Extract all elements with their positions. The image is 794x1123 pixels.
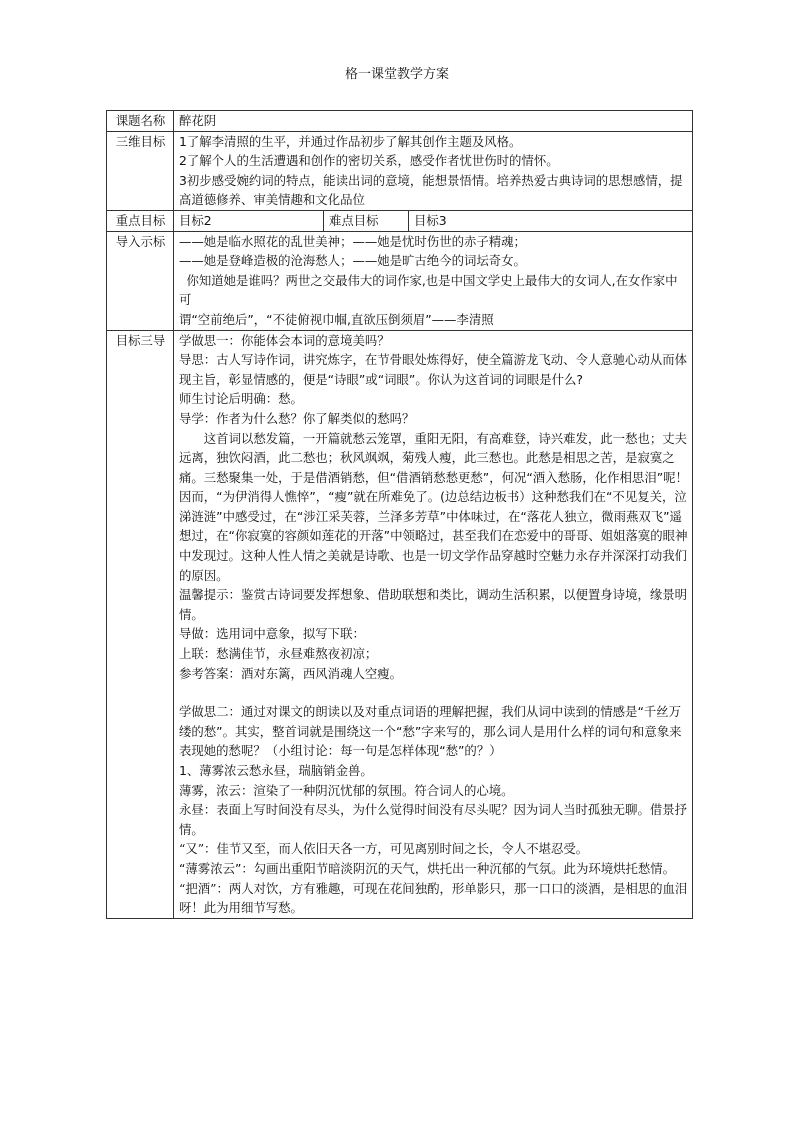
goals-row: [107, 131, 693, 210]
key-label: 重点目标: [107, 210, 174, 231]
guide-label: 目标三导: [107, 330, 174, 918]
guide-paragraph: 导思：古人写诗作词，讲究炼字，在节骨眼处炼得好，使全篇游龙飞动、令人意驰心动从而体现主旨，彰显情感的，便是“诗眼”或“词眼”。你认为这首词的词眼是什么?: [179, 352, 688, 387]
guide-paragraph: 导做：选用词中意象，拟写下联：: [179, 626, 365, 642]
goal-item: 1了解李清照的生平，并通过作品初步了解其创作主题及风格。: [179, 133, 522, 149]
guide-paragraph: 1、薄雾浓云愁永昼，瑞脑销金兽。: [179, 763, 373, 778]
goal-item: 3初步感受婉约词的特点，能读出词的意境，能想景悟情。培养热爱古典诗词的思想感情，提高道德修养、审美情趣和文化品位: [179, 172, 683, 208]
intro-label: 导入示标: [107, 231, 174, 330]
intro-line: 谓“空前绝后”，“不徒俯视巾帼,直欲压倒须眉”——李清照: [179, 311, 494, 327]
guide-paragraph: 这首词以愁发篇，一开篇就愁云笼罩，重阳无阳，有高难登，诗兴难发，此一愁也；丈夫远离，独饮闷酒，此二愁也；秋风飒飒，菊残人瘦，此三愁也。此愁是相思之苦，是寂寞之痛。三愁聚集一处，于是借酒销愁，但“借酒销愁愁更愁”，何况“酒入愁肠，化作相思泪”呢！因而，“为伊消得人憔悴”，“瘦”就在所难免了。(边总结边板书）这种愁我们在“不见复关，泣涕涟涟”中感受过，在“涉江采芙蓉，兰泽多芳草”中体味过，在“落花人独立，微雨燕双飞”遥想过，在“你寂寞的容颜如莲花的开落”中领略过，甚至我们在恋爱中的哥哥、姐姐落寞的眼神中发现过。这种人性人情之美就是诗歌、也是一切文学作品穿越时空魅力永存并深深打动我们的原因。: [179, 430, 688, 583]
guide-paragraph: 永昼：表面上写时间没有尽头，为什么觉得时间没有尽头呢？因为词人当时孤独无聊。借景抒情。: [179, 802, 688, 837]
guide-paragraph: 薄雾，浓云：渲染了一种阴沉忧郁的氛围。符合词人的心境。: [179, 782, 514, 798]
intro-line: ——她是登峰造极的沧海愁人；——她是旷古绝今的词坛奇女。: [179, 253, 526, 269]
guide-paragraph: “薄雾浓云”：勾画出重阳节暗淡阴沉的天气，烘托出一种沉郁的气氛。此为环境烘托愁情。: [179, 860, 676, 876]
guide-paragraph: 学做思一：你能体会本词的意境美吗？: [179, 332, 390, 348]
guide-paragraph: “把酒”：两人对饮，方有雅趣，可现在花间独酌，形单影只，那一口口的淡酒，是相思的血泪呀！此为用细节写愁。: [179, 880, 688, 916]
guide-cell: [174, 330, 693, 918]
intro-cell: [174, 231, 693, 330]
goals-label: 三维目标: [107, 131, 174, 210]
guide-paragraph: 温馨提示：鉴赏古诗词要发挥想象、借助联想和类比，调动生活积累，以便置身诗境，缘景明情。: [179, 587, 688, 622]
intro-line: 你知道她是谁吗？两世之交最伟大的词作家,也是中国文学史上最伟大的女词人,在女作家中可: [179, 272, 678, 308]
intro-row: [107, 231, 693, 330]
key-value: 目标2: [174, 210, 324, 231]
guide-paragraph: 上联：愁满佳节，永昼难熬夜初凉；: [179, 646, 378, 662]
guide-paragraph: 学做思二：通过对课文的朗读以及对重点词语的理解把握，我们从词中读到的情感是“千丝万缕的愁”。其实，整首词就是围绕这一个“愁”字来写的，那么词人是用什么样的词句和意象来表现她的愁呢？（小组讨论：每一句是怎样体现“愁”的？）: [179, 704, 682, 759]
difficulty-label: 难点目标: [324, 210, 409, 231]
guide-paragraph: 导学：作者为什么愁？你了解类似的愁吗？: [179, 410, 415, 426]
topic-row: [107, 111, 693, 132]
guide-paragraph: “又”：佳节又至，而人依旧天各一方，可见离别时间之长，令人不堪忍受。: [179, 841, 589, 857]
goals-cell: [174, 131, 693, 210]
goal-item: 2了解个人的生活遭遇和创作的密切关系，感受作者忧世伤时的情怀。: [179, 153, 559, 169]
guide-row: [107, 330, 693, 918]
lesson-plan-table: [106, 110, 693, 919]
guide-paragraph: 师生讨论后明确：愁。: [179, 391, 303, 407]
key-row: [107, 210, 693, 231]
topic-value: 醉花阴: [174, 111, 693, 132]
topic-label: 课题名称: [107, 111, 174, 132]
guide-paragraph: 参考答案：酒对东篱，西风消魂人空瘦。: [179, 665, 403, 681]
document-title: 格一课堂教学方案: [344, 67, 449, 82]
paragraph-gap: [179, 683, 688, 702]
intro-line: ——她是临水照花的乱世美神；——她是忧时伤世的赤子精魂；: [179, 233, 526, 249]
difficulty-value: 目标3: [409, 210, 693, 231]
